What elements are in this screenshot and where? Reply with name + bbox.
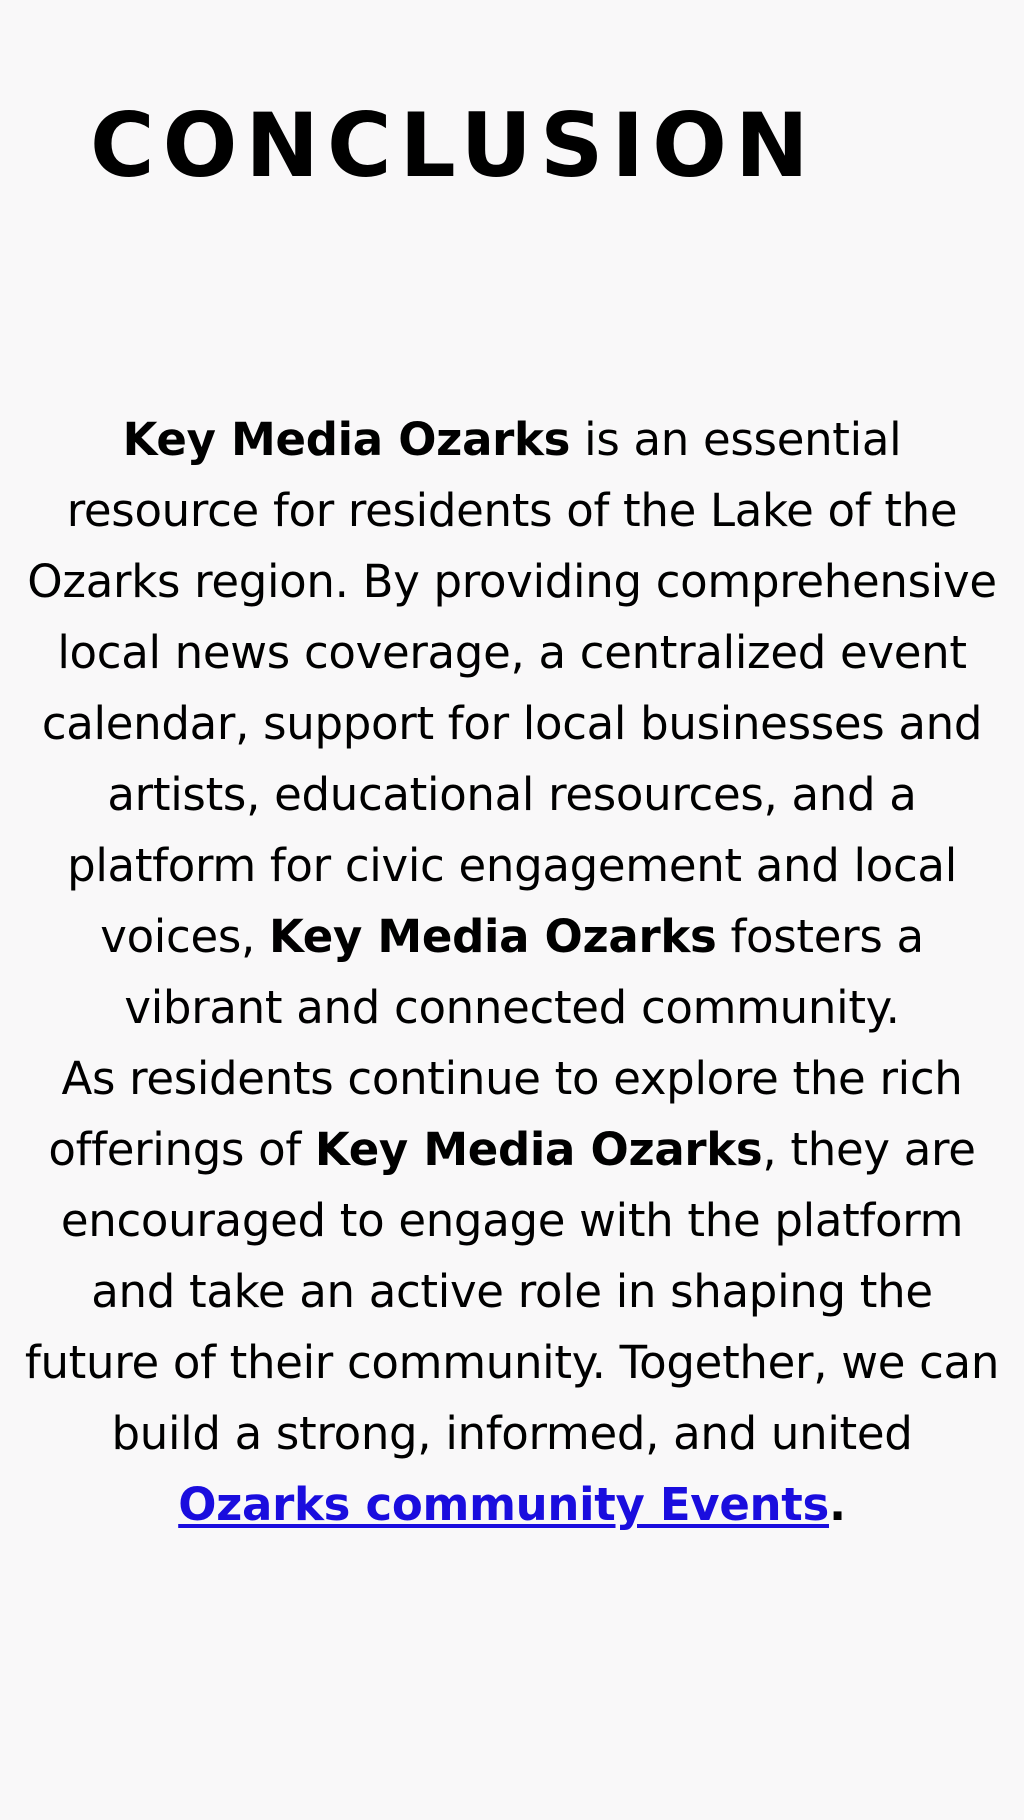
paragraph-intro-text-b: fosters a vibrant and connected community. xyxy=(124,910,924,1034)
conclusion-body xyxy=(22,404,1002,1540)
paragraph-engage-text-b: , they are encouraged to engage with the platform and take an active role in shaping the future of their community. Together, we can build a strong, informed, and united xyxy=(24,1123,1000,1460)
page-title: CONCLUSION xyxy=(90,94,817,197)
paragraph-engage xyxy=(22,1043,1002,1540)
paragraph-intro-text-a: is an essential resource for residents of the Lake of the Ozarks region. By providing comprehensive local news coverage, a centralized event calendar, support for local businesses and artists, educational resources, and a platform for civic engagement and local voices, xyxy=(27,413,997,963)
final-period: . xyxy=(829,1478,846,1531)
ozarks-community-events-link[interactable]: Ozarks community Events xyxy=(178,1478,829,1531)
brand-name: Key Media Ozarks xyxy=(314,1123,763,1176)
paragraph-engage-text-a: As residents continue to explore the rich offerings of xyxy=(48,1052,963,1176)
paragraph-intro xyxy=(22,404,1002,1043)
brand-name: Key Media Ozarks xyxy=(268,910,717,963)
brand-name: Key Media Ozarks xyxy=(122,413,571,466)
